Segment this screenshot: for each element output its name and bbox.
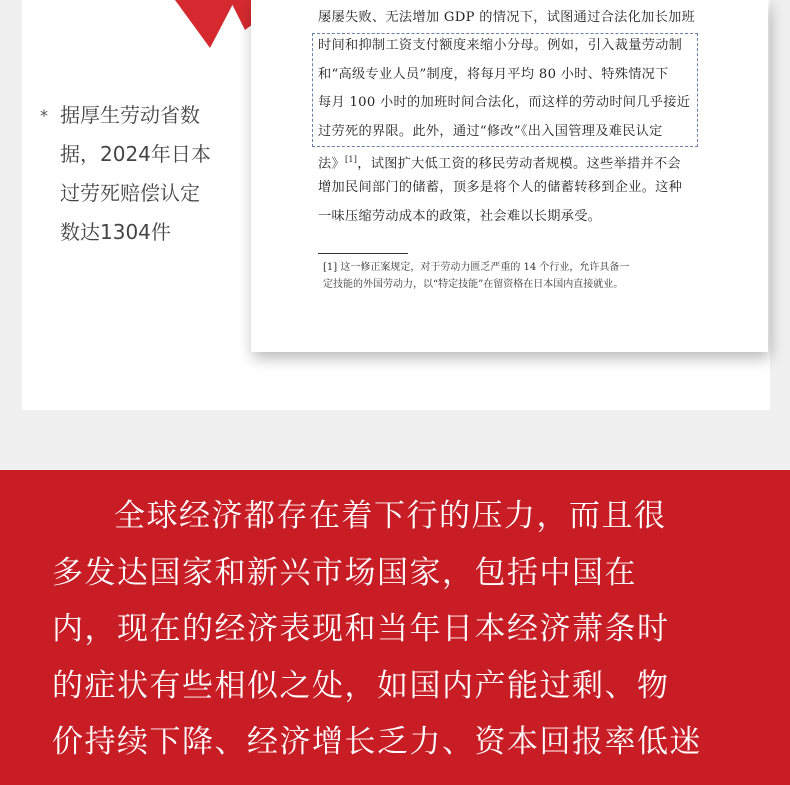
side-note-line: 据，2024年日本 (60, 142, 211, 166)
footnote-divider (318, 253, 408, 254)
side-note-line: 据厚生劳动省数 (60, 103, 200, 127)
footnote-line: [1] 这一修正案规定，对于劳动力匮乏严重的 14 个行业，允许具备一 (323, 262, 630, 273)
red-quote-line: 内，现在的经济表现和当年日本经济萧条时 (52, 611, 670, 647)
footnote-line: 定技能的外国劳动力，以“特定技能”在留资格在日本国内直接就业。 (323, 279, 624, 290)
asterisk-mark: * (40, 106, 48, 125)
book-page (251, 0, 768, 352)
book-line-rest: ，试图扩大低工资的移民劳动者规模。这些举措并不会 (357, 156, 681, 172)
book-line: 和“高级专业人员”制度，将每月平均 80 小时、特殊情况下 (318, 66, 669, 82)
side-note-text (60, 96, 230, 252)
book-line: 过劳死的界限。此外，通过“修改”《出入国管理及难民认定 (318, 123, 663, 139)
book-line: 一味压缩劳动成本的政策，社会难以长期承受。 (318, 208, 602, 224)
book-body-text (318, 4, 698, 231)
book-line: 增加民间部门的储蓄，顶多是将个人的储蓄转移到企业。这种 (318, 180, 683, 196)
red-quote-line: 的症状有些相似之处，如国内产能过剩、物 (52, 667, 670, 704)
side-note-line: 过劳死赔偿认定 (60, 181, 200, 205)
book-line-start: 法》 (318, 156, 345, 172)
footnote-marker: [1] (344, 154, 358, 164)
footnote (323, 259, 703, 293)
red-quote-line: 全球经济都存在着下行的压力，而且很 (114, 498, 667, 534)
book-line (318, 146, 698, 174)
book-line: 屡屡失败、无法增加 GDP 的情况下，试图通过合法化加长加班 (318, 10, 696, 25)
side-note-line: 数达1304件 (60, 220, 171, 244)
book-line: 每月 100 小时的加班时间合法化，而这样的劳动时间几乎接近 (318, 95, 691, 111)
side-note (40, 96, 240, 252)
book-line: 时间和抑制工资支付额度来缩小分母。例如，引入裁量劳动制 (318, 38, 683, 54)
red-quote-line: 价持续下降、经济增长乏力、资本回报率低迷 (52, 724, 702, 760)
red-quote-section (0, 470, 790, 785)
red-quote-text (52, 488, 752, 771)
red-quote-line: 多发达国家和新兴市场国家，包括中国在 (52, 554, 637, 591)
